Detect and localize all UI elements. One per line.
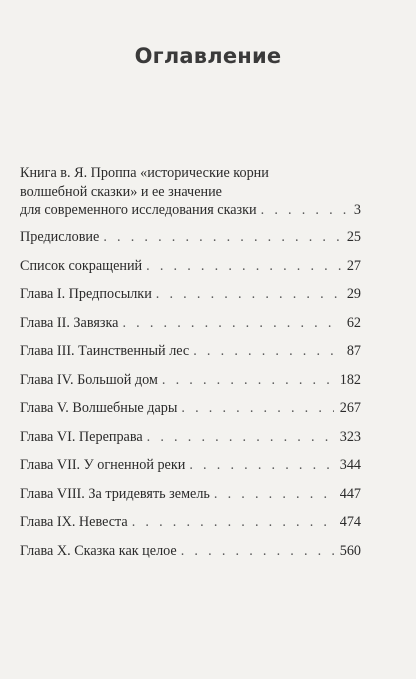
- page-number: 267: [339, 400, 361, 417]
- page-number: 27: [346, 257, 361, 274]
- toc-entry-label: Глава V. Волшебные дары: [20, 400, 178, 417]
- toc-entry-line: Книга в. Я. Проппа «исторические корни: [20, 165, 269, 181]
- toc-entry-label: Глава IX. Невеста: [20, 514, 128, 531]
- toc-entry-label: Глава X. Сказка как целое: [20, 543, 177, 560]
- dot-leader: [181, 399, 333, 418]
- dot-leader: [122, 314, 340, 333]
- toc-entry: [20, 428, 361, 457]
- page-number: 29: [346, 286, 361, 303]
- toc-entry-intro: [20, 164, 361, 228]
- page-number: 25: [346, 229, 361, 245]
- page-number: 344: [339, 457, 361, 474]
- page-number: 62: [346, 314, 361, 331]
- toc-entry: [20, 257, 361, 286]
- dot-leader: [156, 285, 341, 304]
- toc-entry-label: Глава VIII. За тридевять земель: [20, 485, 210, 502]
- toc-entry: [20, 228, 361, 257]
- dot-leader: [193, 342, 341, 361]
- toc-entry: [20, 485, 361, 514]
- toc-entry-label: Предисловие: [20, 229, 100, 245]
- toc-entry-label: Глава II. Завязка: [20, 314, 119, 331]
- page-number: 447: [339, 485, 361, 502]
- toc-entry: [20, 456, 361, 485]
- page-number: 87: [346, 343, 361, 360]
- page-number: 182: [339, 371, 361, 388]
- toc-entry-label: Глава VI. Переправа: [20, 428, 143, 445]
- dot-leader: [214, 485, 334, 504]
- toc-entry: [20, 285, 361, 314]
- dot-leader: [147, 428, 334, 447]
- toc-entry-line: волшебной сказки» и ее значение: [20, 183, 222, 200]
- page-title: Оглавление: [134, 44, 282, 68]
- table-of-contents: [20, 164, 361, 571]
- dot-leader: [189, 456, 333, 475]
- toc-entry-label: Глава IV. Большой дом: [20, 371, 158, 388]
- toc-entry: [20, 314, 361, 343]
- page-number: 3: [353, 202, 361, 218]
- dot-leader: [181, 542, 334, 561]
- toc-entry: [20, 513, 361, 542]
- dot-leader: [103, 228, 340, 247]
- page-number: 474: [339, 514, 361, 531]
- toc-entry: [20, 399, 361, 428]
- dot-leader: [146, 257, 341, 276]
- toc-entry-label: Глава I. Предпосылки: [20, 286, 152, 303]
- toc-entry-label: Глава VII. У огненной реки: [20, 457, 186, 474]
- dot-leader: [261, 201, 348, 220]
- toc-entry: [20, 342, 361, 371]
- toc-entry: [20, 542, 361, 571]
- dot-leader: [132, 513, 334, 532]
- page-number: 323: [339, 428, 361, 445]
- toc-entry-label: Список сокращений: [20, 257, 143, 274]
- toc-entry-line: для современного исследования сказки: [20, 202, 257, 218]
- toc-entry: [20, 371, 361, 400]
- dot-leader: [162, 371, 334, 390]
- page-number: 560: [339, 543, 361, 560]
- toc-entry-label: Глава III. Таинственный лес: [20, 343, 190, 360]
